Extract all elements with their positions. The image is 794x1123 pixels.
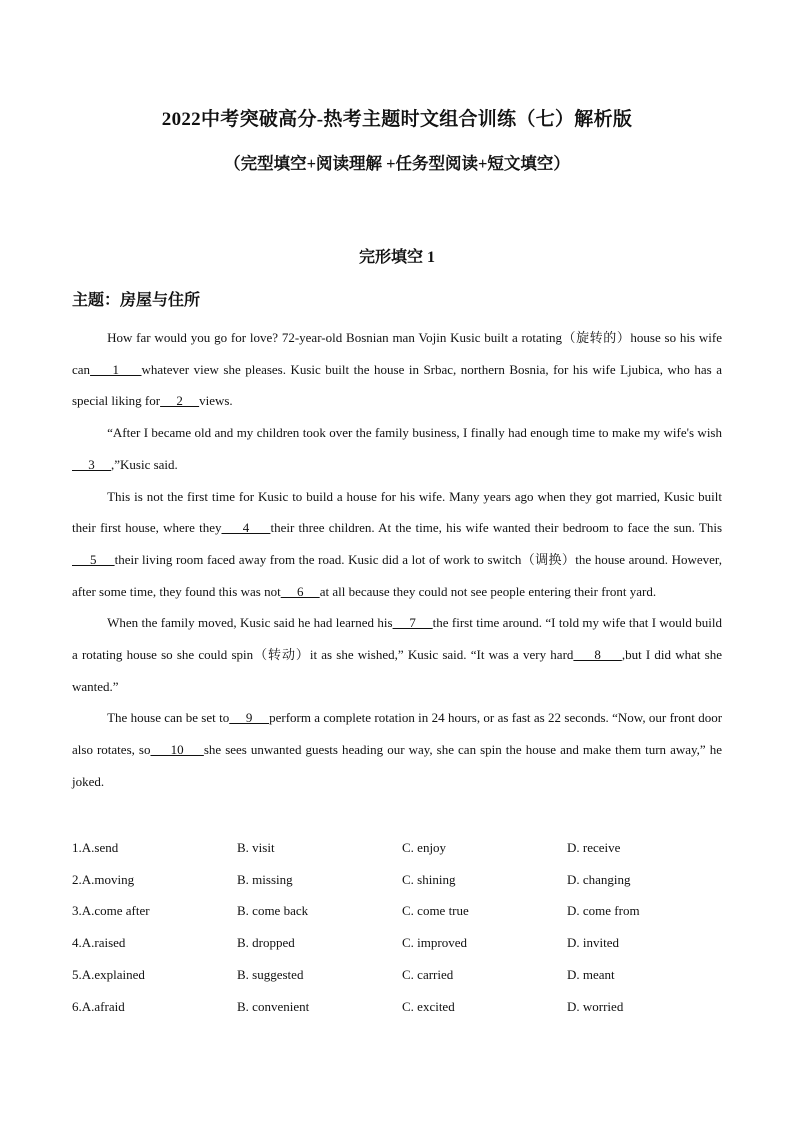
option-a: 6.A.afraid	[72, 998, 125, 1014]
option-a: 2.A.moving	[72, 871, 135, 887]
blank-8: 8	[573, 647, 622, 663]
blank-3: 3	[72, 456, 111, 472]
option-row	[72, 832, 732, 864]
paragraph-2	[72, 417, 722, 480]
blank-6: 6	[280, 583, 320, 599]
option-d: D. receive	[567, 839, 621, 855]
option-c: C. carried	[402, 967, 454, 983]
option-row	[72, 864, 732, 896]
option-c: C. shining	[402, 871, 456, 887]
text: When the family moved, Kusic said he had learned his	[107, 615, 393, 631]
blank-5: 5	[72, 551, 115, 567]
option-row	[72, 991, 732, 1023]
paragraph-3	[72, 481, 722, 608]
option-d: D. changing	[567, 871, 631, 887]
blank-9: 9	[229, 710, 270, 726]
option-d: D. invited	[567, 935, 619, 951]
option-row	[72, 927, 732, 959]
answer-options	[72, 832, 732, 1023]
option-row	[72, 896, 732, 928]
text: whatever view she pleases. Kusic built the house in Srbac, northern Bosnia, for his wife Ljubica, who has a special liking for	[72, 361, 723, 409]
passage	[72, 322, 722, 798]
text: views.	[199, 393, 233, 409]
option-d: D. worried	[567, 998, 624, 1014]
option-b: B. visit	[237, 839, 275, 855]
option-c: C. enjoy	[402, 839, 447, 855]
text: the first time around. “I told my wife that I would build a rotating house so she could spin（转动）it as she wished,” Kusic said. “It was a very hard	[72, 615, 722, 663]
blank-2: 2	[160, 393, 200, 409]
section-title: 完形填空 1	[358, 249, 435, 266]
text: at all because they could not see people entering their front yard.	[319, 583, 657, 599]
option-d: D. come from	[567, 903, 640, 919]
paragraph-1	[72, 322, 722, 417]
text: The house can be set to	[107, 710, 230, 726]
text: their three children. At the time, his wife wanted their bedroom to face the sun. This	[270, 520, 723, 536]
option-b: B. come back	[237, 903, 309, 919]
paragraph-4	[72, 607, 722, 702]
blank-4: 4	[221, 520, 271, 536]
option-a: 3.A.come after	[72, 903, 150, 919]
text: she sees unwanted guests heading our way, she can spin the house and make them turn away,” he joked.	[72, 742, 723, 789]
option-c: C. improved	[402, 935, 467, 951]
option-a: 4.A.raised	[72, 935, 126, 951]
text: “After I became old and my children took over the family business, I finally had enough time to make my wife's wish	[107, 425, 722, 441]
text: This is not the first time for Kusic to build a house for his wife. Many years ago when they got married, Kusic built their first house, where they	[72, 488, 722, 536]
option-a: 5.A.explained	[72, 967, 145, 983]
option-a: 1.A.send	[72, 839, 119, 855]
text: ,”Kusic said.	[111, 456, 178, 472]
option-d: D. meant	[567, 967, 615, 983]
text: their living room faced away from the road. Kusic did a lot of work to switch（调换）the house around. However, after some time, they found this was not	[72, 551, 722, 599]
option-c: C. excited	[402, 998, 455, 1014]
paragraph-5	[72, 702, 722, 797]
blank-10: 10	[150, 742, 204, 758]
option-b: B. missing	[237, 871, 293, 887]
text: ,but I did what she wanted.”	[72, 647, 722, 694]
document-title: 2022中考突破高分-热考主题时文组合训练（七）解析版	[161, 109, 633, 130]
text: perform a complete rotation in 24 hours, or as fast as 22 seconds. “Now, our front door also rotates, so	[72, 710, 723, 758]
document-subtitle: （完型填空+阅读理解 +任务型阅读+短文填空）	[224, 154, 570, 173]
blank-7: 7	[392, 615, 433, 631]
blank-1: 1	[90, 361, 142, 377]
option-c: C. come true	[402, 903, 469, 919]
option-b: B. dropped	[237, 935, 295, 951]
option-b: B. convenient	[237, 998, 310, 1014]
text: How far would you go for love? 72-year-old Bosnian man Vojin Kusic built a rotating（旋转的）house so his wife can	[72, 330, 722, 377]
option-row	[72, 959, 732, 991]
topic-heading: 主题：房屋与住所	[72, 292, 201, 309]
option-b: B. suggested	[237, 967, 304, 983]
